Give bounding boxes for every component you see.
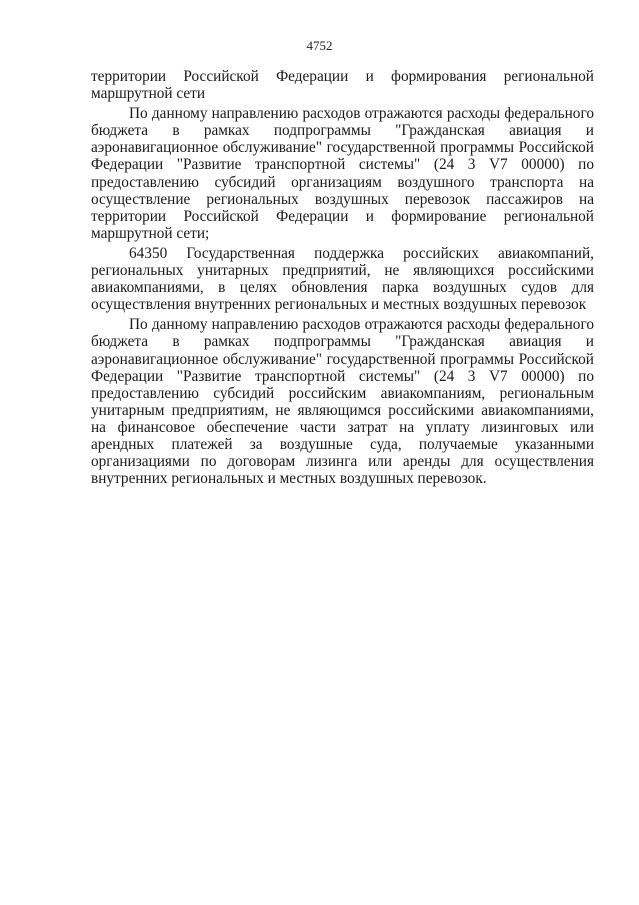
paragraph-description-1: По данному направлению расходов отражаются расходы федерального бюджета в рамках подпрограммы "Гражданская авиация и аэронавигационное обслуживание" государственной программы Российской Федерации "Развитие транспортной системы" (24 3 V7 00000) по предоставлению субсидий организациям воздушного транспорта на осуществление региональных воздушных перевозок пассажиров на территории Российской Федерации и формирование региональной маршрутной сети; [91, 105, 594, 242]
page-number: 4752 [306, 38, 333, 53]
paragraph-code-64350: 64350 Государственная поддержка российских авиакомпаний, региональных унитарных предприятий, не являющихся российскими авиакомпаниями, в целях обновления парка воздушных судов для осуществления внутренних региональных и местных воздушных перевозок [91, 244, 594, 314]
paragraph-description-2: По данному направлению расходов отражаются расходы федерального бюджета в рамках подпрограммы "Гражданская авиация и аэронавигационное обслуживание" государственной программы Российской Федерации "Развитие транспортной системы" (24 3 V7 00000) по предоставлению субсидий российским авиакомпаниям, региональным унитарным предприятиям, не являющимся российскими авиакомпаниями, на финансовое обеспечение части затрат на уплату лизинговых или арендных платежей за воздушные суда, получаемые указанными организациями по договорам лизинга или аренды для осуществления внутренних региональных и местных воздушных перевозок. [91, 316, 594, 488]
paragraph-continuation: территории Российской Федерации и формирования региональной маршрутной сети [91, 68, 594, 103]
document-body [91, 68, 594, 490]
